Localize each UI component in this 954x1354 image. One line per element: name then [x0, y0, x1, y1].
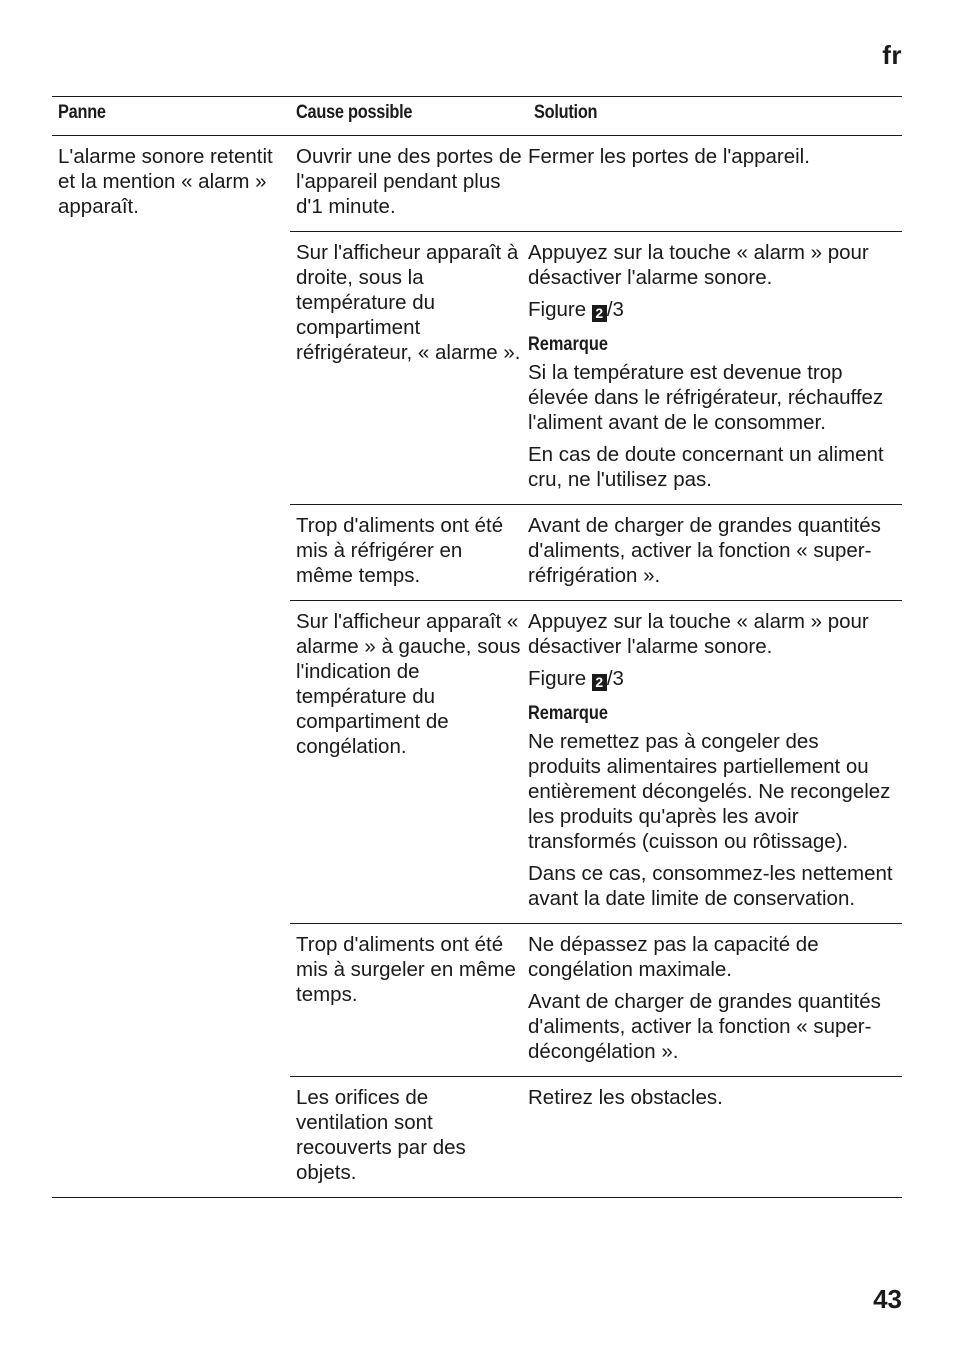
note-title: Remarque	[528, 334, 608, 355]
header-cause: Cause possible	[296, 102, 413, 123]
figure-number-badge: 2	[592, 674, 607, 691]
solution-cell	[522, 505, 902, 600]
table-row	[290, 600, 902, 923]
table-body	[52, 136, 902, 1198]
solution-text: Retirez les obstacles.	[528, 1086, 723, 1109]
language-code: fr	[882, 40, 902, 70]
solution-cell	[522, 601, 902, 923]
figure-suffix: /3	[606, 298, 624, 321]
cause-cell: Les orifices de ventilation sont recouverts par des objets.	[296, 1086, 466, 1184]
solution-text: Ne dépassez pas la capacité de congélation maximale.	[528, 933, 819, 981]
solution-text: Appuyez sur la touche « alarm » pour désactiver l'alarme sonore.	[528, 241, 869, 289]
header-solution: Solution	[534, 102, 598, 123]
cause-cell: Ouvrir une des portes de l'appareil pendant plus d'1 minute.	[296, 145, 522, 218]
panne-cell: L'alarme sonore retentit et la mention « alarm » apparaît.	[58, 145, 273, 218]
solution-cell	[522, 924, 902, 1076]
figure-number-badge: 2	[592, 305, 607, 322]
note-text: Dans ce cas, consommez-les nettement avant la date limite de conservation.	[528, 862, 893, 910]
solution-cell	[522, 1077, 902, 1197]
table-header	[52, 96, 902, 136]
cause-cell: Sur l'afficheur apparaît « alarme » à gauche, sous l'indication de température du compartiment de congélation.	[296, 610, 521, 758]
note-text: En cas de doute concernant un aliment cru, ne l'utilisez pas.	[528, 443, 884, 491]
note-title: Remarque	[528, 703, 608, 724]
note-text: Si la température est devenue trop élevée dans le réfrigérateur, réchauffez l'aliment avant de le consommer.	[528, 361, 884, 434]
solution-cell	[522, 136, 902, 231]
table-bottom-rule	[52, 1197, 902, 1198]
header-panne: Panne	[58, 102, 106, 123]
page-number: 43	[873, 1284, 902, 1314]
figure-label: Figure	[528, 667, 587, 690]
solution-text: Avant de charger de grandes quantités d'aliments, activer la fonction « super-décongélation ».	[528, 990, 881, 1063]
table-rows	[290, 136, 902, 1197]
solution-text: Appuyez sur la touche « alarm » pour désactiver l'alarme sonore.	[528, 610, 869, 658]
table-row	[290, 136, 902, 231]
figure-reference	[528, 297, 894, 322]
cause-cell: Sur l'afficheur apparaît à droite, sous la température du compartiment réfrigérateur, « alarme ».	[296, 241, 521, 364]
note-text: Ne remettez pas à congeler des produits alimentaires partiellement ou entièrement décongelés. Ne recongelez les produits qu'après les avoir transformés (cuisson ou rôtissage).	[528, 730, 891, 853]
table-row	[290, 231, 902, 504]
figure-suffix: /3	[606, 667, 624, 690]
cause-cell: Trop d'aliments ont été mis à réfrigérer en même temps.	[296, 514, 504, 587]
solution-text: Fermer les portes de l'appareil.	[528, 145, 810, 168]
troubleshooting-table	[52, 96, 902, 1198]
table-row	[290, 504, 902, 600]
solution-text: Avant de charger de grandes quantités d'aliments, activer la fonction « super-réfrigération ».	[528, 514, 881, 587]
table-row	[290, 1076, 902, 1197]
cause-cell: Trop d'aliments ont été mis à surgeler en même temps.	[296, 933, 516, 1006]
figure-label: Figure	[528, 298, 587, 321]
solution-cell	[522, 232, 902, 504]
table-row	[290, 923, 902, 1076]
figure-reference	[528, 666, 894, 691]
